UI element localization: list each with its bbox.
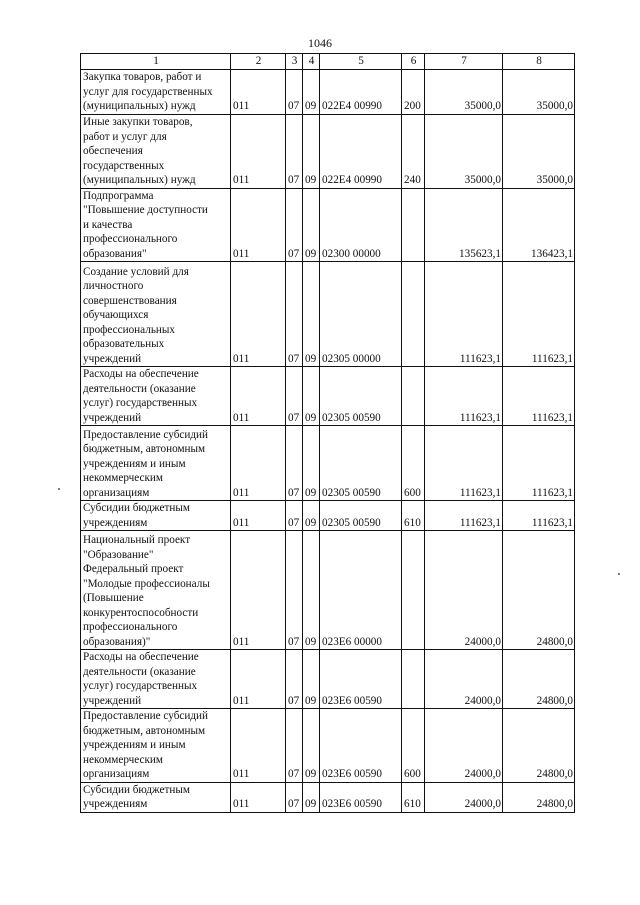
table-row bbox=[81, 114, 575, 188]
cell-razdel: 07 bbox=[286, 501, 303, 531]
cell-podrazdel: 09 bbox=[303, 114, 320, 188]
cell-razdel: 07 bbox=[286, 709, 303, 783]
column-header-8: 8 bbox=[503, 54, 575, 70]
cell-podrazdel: 09 bbox=[303, 188, 320, 262]
table-row bbox=[81, 501, 575, 531]
cell-sum-1: 35000,0 bbox=[425, 114, 503, 188]
cell-sum-2: 136423,1 bbox=[503, 188, 575, 262]
cell-razdel: 07 bbox=[286, 69, 303, 114]
cell-podrazdel: 09 bbox=[303, 531, 320, 650]
cell-vedomstvo: 011 bbox=[231, 501, 286, 531]
cell-name: Иные закупки товаров, работ и услуг для обеспечения государственных (муниципальных) нужд bbox=[81, 114, 231, 188]
cell-target-article: 023E6 00590 bbox=[320, 650, 402, 709]
cell-podrazdel: 09 bbox=[303, 782, 320, 812]
cell-sum-2: 111623,1 bbox=[503, 501, 575, 531]
cell-vedomstvo: 011 bbox=[231, 114, 286, 188]
cell-razdel: 07 bbox=[286, 426, 303, 501]
cell-name: Расходы на обеспечение деятельности (оказание услуг) государственных учреждений bbox=[81, 650, 231, 709]
cell-expense-type bbox=[402, 531, 425, 650]
cell-sum-2: 24800,0 bbox=[503, 650, 575, 709]
cell-target-article: 022E4 00990 bbox=[320, 114, 402, 188]
cell-name: Национальный проект "Образование" Федеральный проект "Молодые профессионалы (Повышение конкурентоспособности профессионального образования)" bbox=[81, 531, 231, 650]
page-number: 1046 bbox=[308, 36, 332, 50]
column-header-5: 5 bbox=[320, 54, 402, 70]
cell-vedomstvo: 011 bbox=[231, 709, 286, 783]
cell-vedomstvo: 011 bbox=[231, 650, 286, 709]
scan-speck bbox=[58, 488, 60, 490]
budget-table bbox=[80, 53, 575, 813]
table-row bbox=[81, 650, 575, 709]
scan-speck bbox=[618, 573, 620, 575]
cell-sum-1: 111623,1 bbox=[425, 262, 503, 367]
cell-sum-2: 111623,1 bbox=[503, 262, 575, 367]
cell-sum-1: 135623,1 bbox=[425, 188, 503, 262]
cell-podrazdel: 09 bbox=[303, 367, 320, 426]
cell-name: Подпрограмма "Повышение доступности и качества профессионального образования" bbox=[81, 188, 231, 262]
cell-sum-1: 24000,0 bbox=[425, 650, 503, 709]
cell-vedomstvo: 011 bbox=[231, 531, 286, 650]
cell-name: Расходы на обеспечение деятельности (оказание услуг) государственных учреждений bbox=[81, 367, 231, 426]
cell-name: Предоставление субсидий бюджетным, автономным учреждениям и иным некоммерческим организациям bbox=[81, 426, 231, 501]
cell-expense-type: 600 bbox=[402, 426, 425, 501]
cell-target-article: 023E6 00000 bbox=[320, 531, 402, 650]
cell-name: Создание условий для личностного совершенствования обучающихся профессиональных образовательных учреждений bbox=[81, 262, 231, 367]
table-row bbox=[81, 69, 575, 114]
cell-podrazdel: 09 bbox=[303, 709, 320, 783]
table-row bbox=[81, 367, 575, 426]
cell-sum-2: 24800,0 bbox=[503, 531, 575, 650]
column-header-1: 1 bbox=[81, 54, 231, 70]
cell-vedomstvo: 011 bbox=[231, 367, 286, 426]
cell-sum-2: 24800,0 bbox=[503, 709, 575, 783]
cell-expense-type bbox=[402, 650, 425, 709]
cell-expense-type bbox=[402, 188, 425, 262]
cell-razdel: 07 bbox=[286, 531, 303, 650]
cell-target-article: 023E6 00590 bbox=[320, 709, 402, 783]
cell-target-article: 022E4 00990 bbox=[320, 69, 402, 114]
cell-sum-1: 35000,0 bbox=[425, 69, 503, 114]
cell-name: Предоставление субсидий бюджетным, автономным учреждениям и иным некоммерческим организациям bbox=[81, 709, 231, 783]
cell-sum-1: 111623,1 bbox=[425, 367, 503, 426]
column-header-2: 2 bbox=[231, 54, 286, 70]
cell-target-article: 02305 00590 bbox=[320, 501, 402, 531]
cell-sum-1: 111623,1 bbox=[425, 501, 503, 531]
table-row bbox=[81, 188, 575, 262]
cell-target-article: 02305 00000 bbox=[320, 262, 402, 367]
table-header-row bbox=[81, 54, 575, 70]
cell-vedomstvo: 011 bbox=[231, 69, 286, 114]
cell-podrazdel: 09 bbox=[303, 262, 320, 367]
cell-expense-type bbox=[402, 262, 425, 367]
cell-expense-type: 240 bbox=[402, 114, 425, 188]
column-header-3: 3 bbox=[286, 54, 303, 70]
cell-vedomstvo: 011 bbox=[231, 426, 286, 501]
cell-expense-type: 610 bbox=[402, 501, 425, 531]
cell-podrazdel: 09 bbox=[303, 426, 320, 501]
table-row bbox=[81, 709, 575, 783]
cell-sum-1: 111623,1 bbox=[425, 426, 503, 501]
cell-vedomstvo: 011 bbox=[231, 188, 286, 262]
cell-podrazdel: 09 bbox=[303, 650, 320, 709]
table-row bbox=[81, 262, 575, 367]
cell-name: Закупка товаров, работ и услуг для государственных (муниципальных) нужд bbox=[81, 69, 231, 114]
cell-sum-2: 111623,1 bbox=[503, 367, 575, 426]
cell-expense-type bbox=[402, 367, 425, 426]
cell-razdel: 07 bbox=[286, 114, 303, 188]
cell-razdel: 07 bbox=[286, 367, 303, 426]
cell-target-article: 02300 00000 bbox=[320, 188, 402, 262]
cell-sum-2: 24800,0 bbox=[503, 782, 575, 812]
cell-expense-type: 600 bbox=[402, 709, 425, 783]
cell-target-article: 023E6 00590 bbox=[320, 782, 402, 812]
cell-podrazdel: 09 bbox=[303, 501, 320, 531]
cell-vedomstvo: 011 bbox=[231, 262, 286, 367]
column-header-6: 6 bbox=[402, 54, 425, 70]
cell-sum-1: 24000,0 bbox=[425, 782, 503, 812]
cell-name: Субсидии бюджетным учреждениям bbox=[81, 782, 231, 812]
column-header-4: 4 bbox=[303, 54, 320, 70]
cell-target-article: 02305 00590 bbox=[320, 367, 402, 426]
cell-sum-1: 24000,0 bbox=[425, 531, 503, 650]
cell-razdel: 07 bbox=[286, 650, 303, 709]
cell-razdel: 07 bbox=[286, 188, 303, 262]
table-row bbox=[81, 782, 575, 812]
budget-table-body bbox=[81, 54, 575, 813]
cell-razdel: 07 bbox=[286, 782, 303, 812]
table-row bbox=[81, 531, 575, 650]
cell-sum-2: 35000,0 bbox=[503, 114, 575, 188]
column-header-7: 7 bbox=[425, 54, 503, 70]
cell-sum-2: 111623,1 bbox=[503, 426, 575, 501]
cell-expense-type: 200 bbox=[402, 69, 425, 114]
cell-name: Субсидии бюджетным учреждениям bbox=[81, 501, 231, 531]
cell-target-article: 02305 00590 bbox=[320, 426, 402, 501]
cell-razdel: 07 bbox=[286, 262, 303, 367]
cell-sum-2: 35000,0 bbox=[503, 69, 575, 114]
cell-vedomstvo: 011 bbox=[231, 782, 286, 812]
table-row bbox=[81, 426, 575, 501]
cell-podrazdel: 09 bbox=[303, 69, 320, 114]
cell-expense-type: 610 bbox=[402, 782, 425, 812]
cell-sum-1: 24000,0 bbox=[425, 709, 503, 783]
